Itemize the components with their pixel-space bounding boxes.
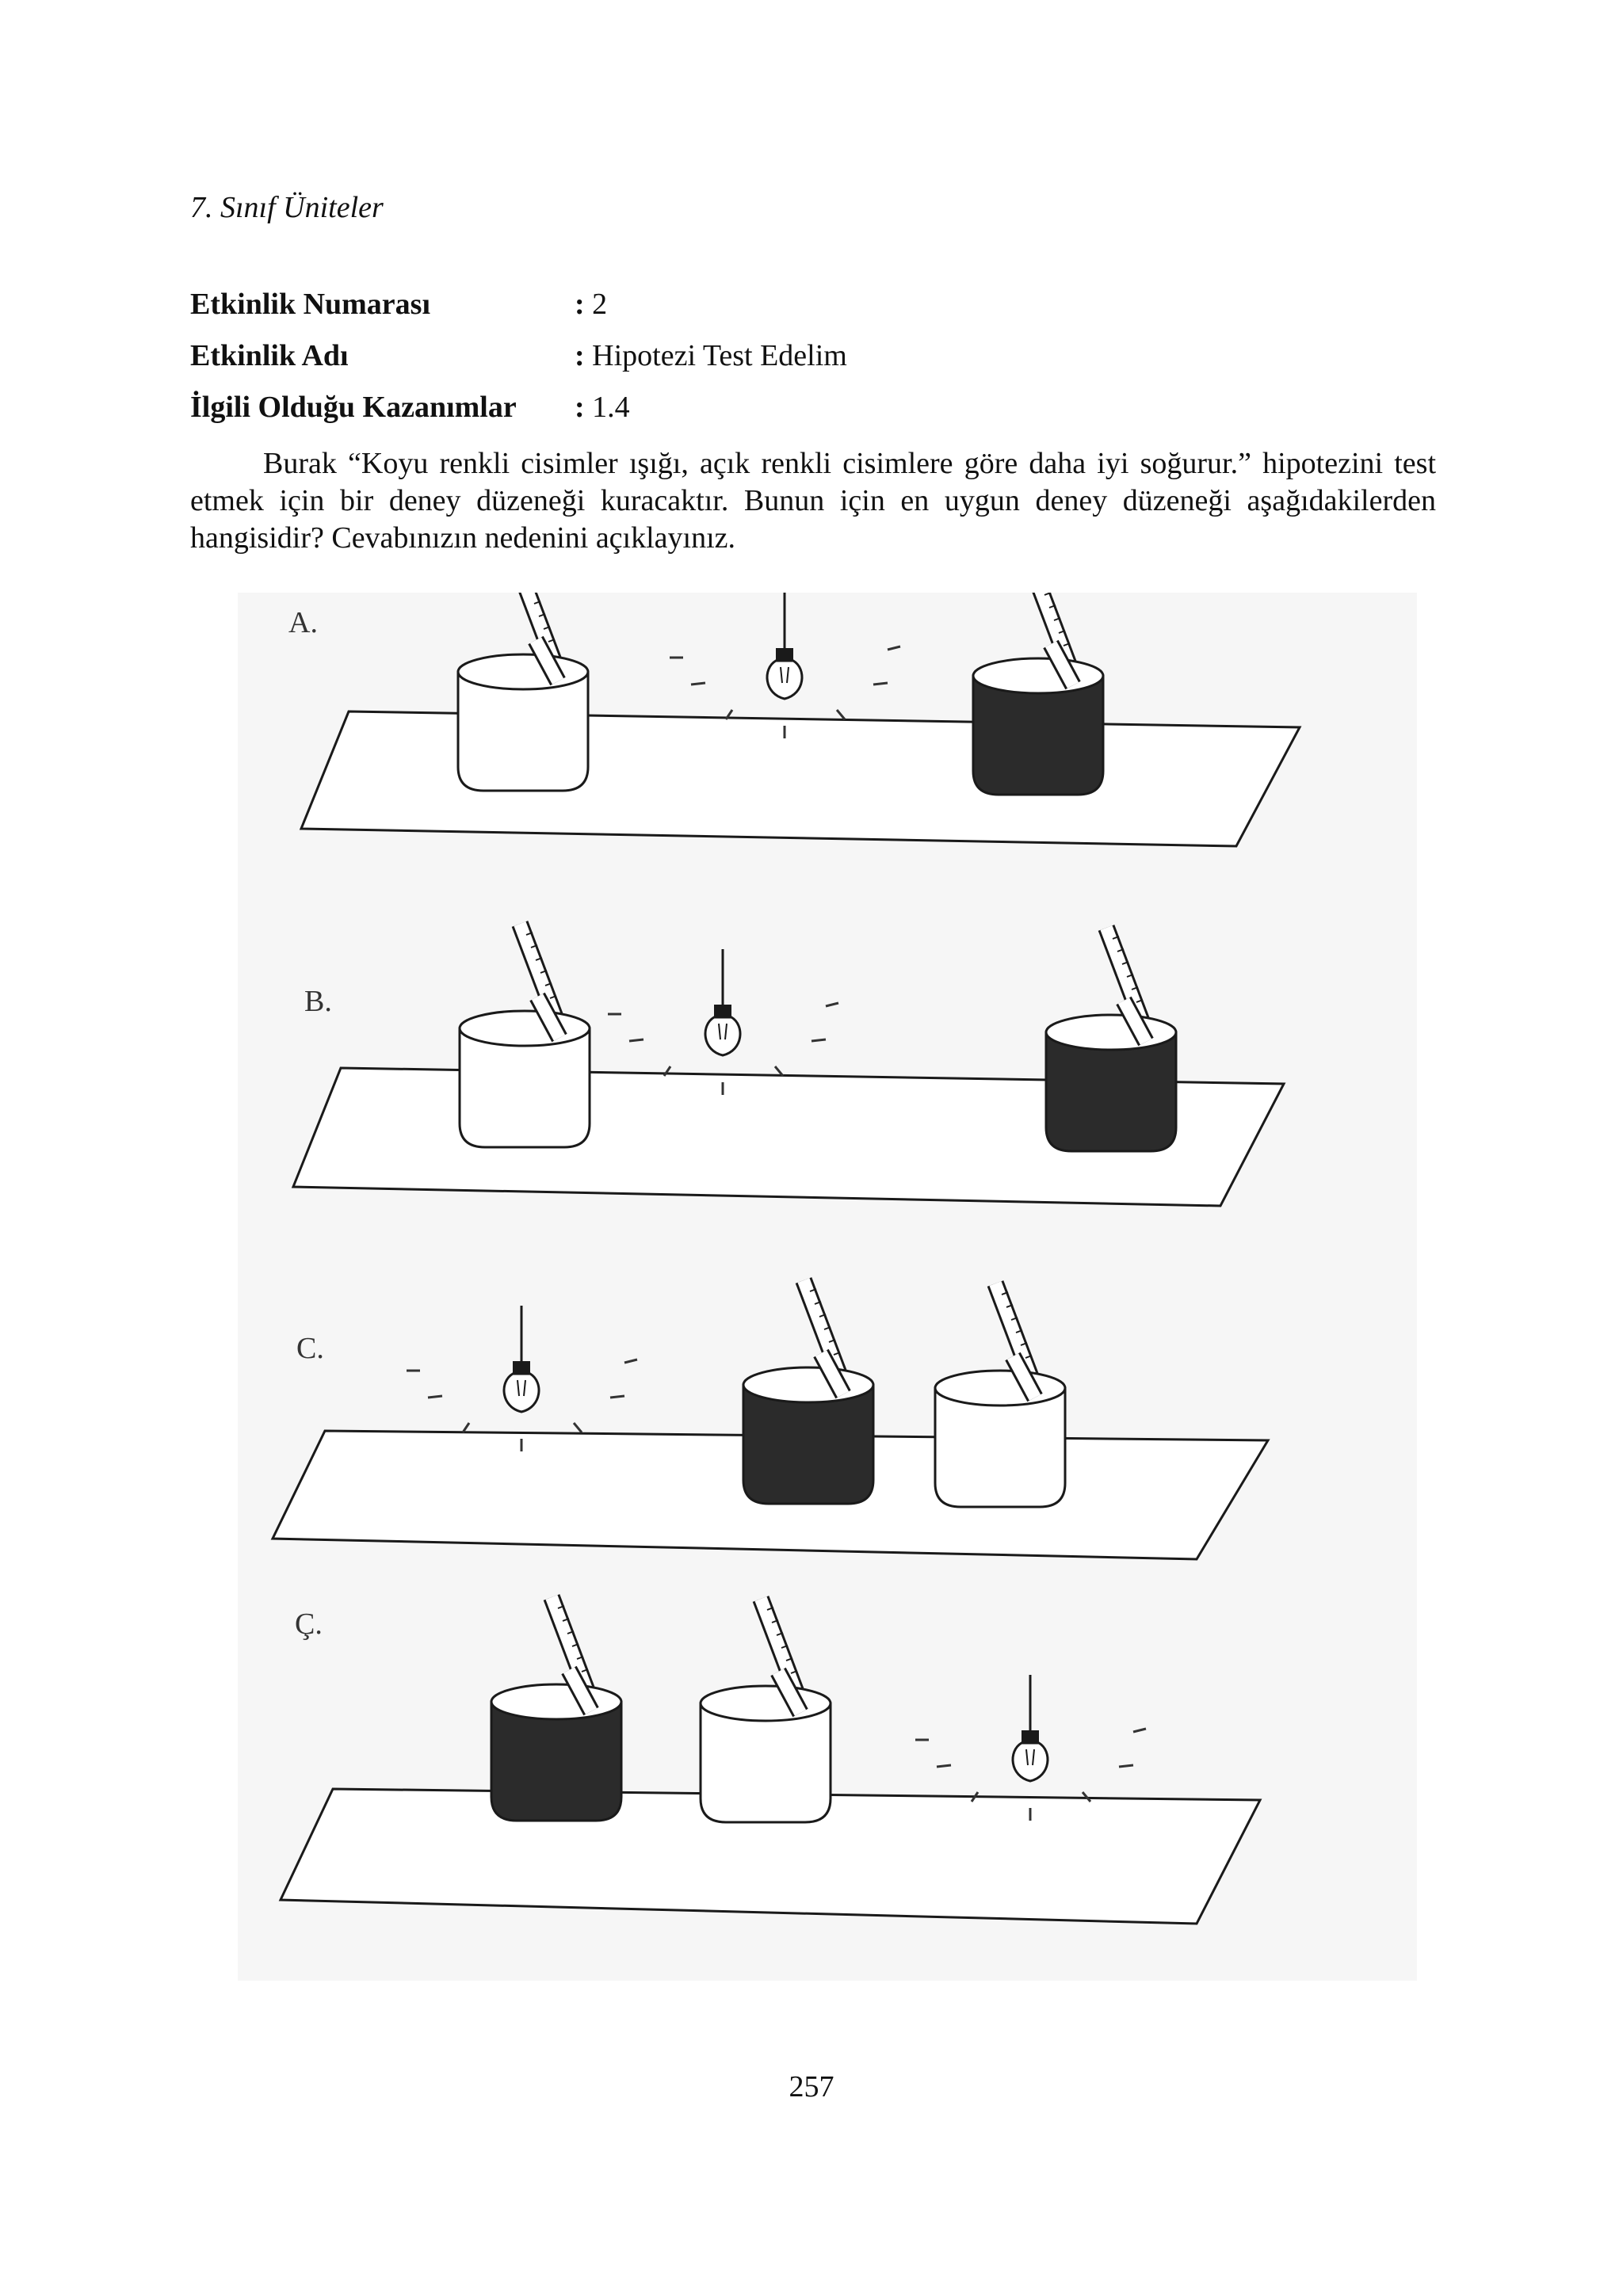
dark-cup (1046, 928, 1176, 1151)
question-text: Burak “Koyu renkli cisimler ışığı, açık renkli cisimlere göre daha iyi soğurur.” hipotezini test etmek için bir deney düzeneği kuracaktır. Bunun için en uygun deney düzeneği aşağıdakilerden hangisidir? Cevabınızın nedenini açıklayınız. (190, 447, 1436, 555)
dark-cup (743, 1280, 873, 1504)
panel-c (273, 1280, 1268, 1559)
panel-a (288, 593, 1300, 846)
panel-b (293, 924, 1284, 1206)
panel-label-c-cedilla: Ç. (295, 1608, 323, 1641)
table-surface (301, 711, 1300, 846)
light-cup (458, 593, 588, 791)
experiment-figure (238, 593, 1417, 1981)
light-cup (701, 1599, 831, 1822)
page-header: 7. Sınıf Üniteler (190, 191, 384, 224)
panel-label-b: B. (304, 985, 332, 1018)
activity-outcomes-label: İlgili Olduğu Kazanımlar (190, 391, 517, 424)
activity-outcomes-value: 1.4 (592, 391, 630, 424)
activity-name-label: Etkinlik Adı (190, 339, 349, 372)
light-bulb-icon (407, 1306, 637, 1451)
separator: : (575, 288, 585, 321)
dark-cup (491, 1597, 621, 1821)
separator: : (575, 391, 585, 424)
panel-label-c: C. (296, 1332, 324, 1365)
panel-c-cedilla (281, 1597, 1260, 1924)
light-cup (460, 924, 590, 1147)
dark-cup (973, 593, 1103, 795)
separator: : (575, 339, 585, 372)
activity-number-label: Etkinlik Numarası (190, 288, 431, 321)
panel-label-a: A. (288, 606, 318, 639)
light-cup (935, 1283, 1065, 1507)
page-number: 257 (789, 2070, 834, 2103)
activity-name-value: Hipotezi Test Edelim (592, 339, 847, 372)
activity-number-value: 2 (592, 288, 608, 321)
